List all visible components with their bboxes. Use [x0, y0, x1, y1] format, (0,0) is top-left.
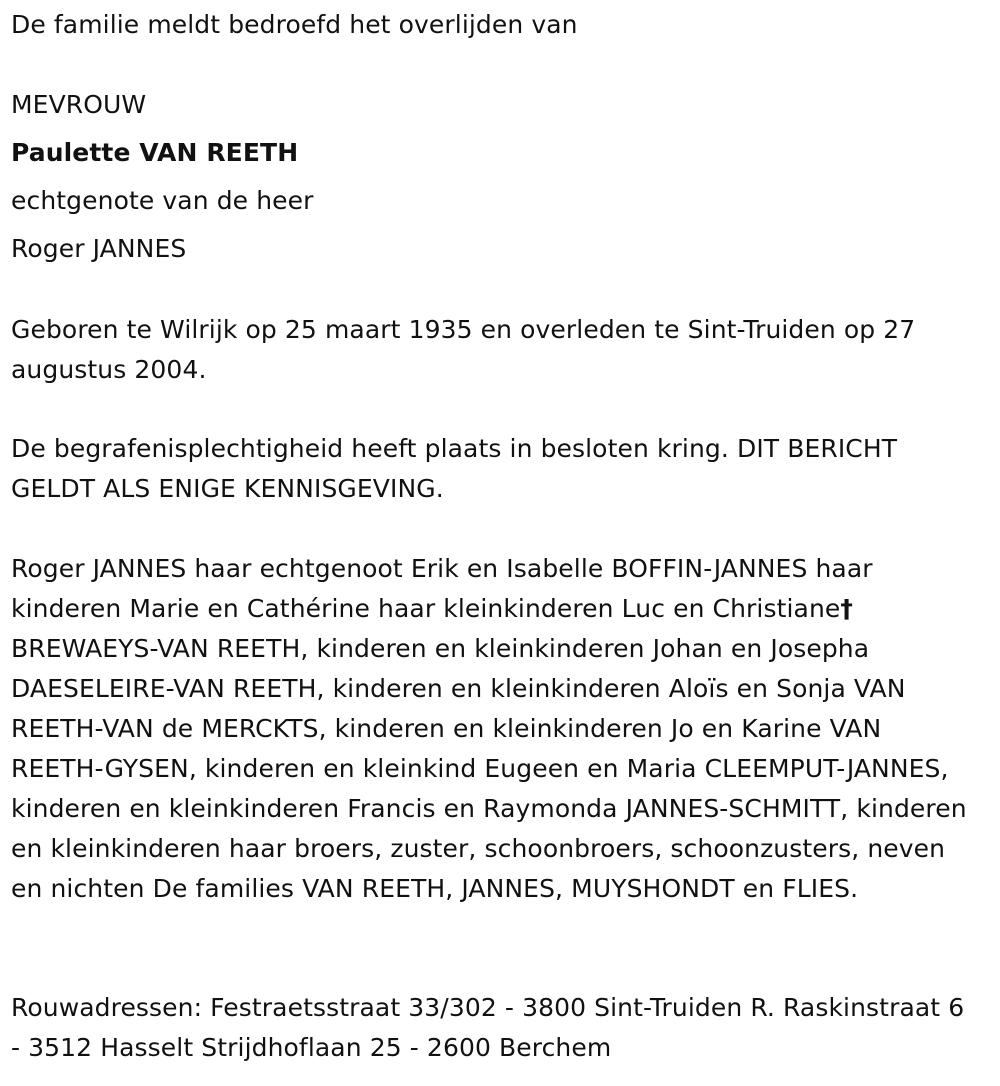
birth-death-text: Geboren te Wilrijk op 25 maart 1935 en overleden te Sint-Truiden op 27 augustus 2004. — [11, 315, 916, 384]
family-text-part1: Roger JANNES haar echtgenoot Erik en Isabelle BOFFIN-JANNES haar kinderen Marie en Cathérine haar kleinkinderen Luc en Christiane — [11, 554, 873, 623]
spouse-name: Roger JANNES — [11, 234, 187, 263]
family-text-part2: BREWAEYS-VAN REETH, kinderen en kleinkinderen Johan en Josepha DAESELEIRE-VAN REETH, kinderen en kleinkinderen Aloïs en Sonja VAN REETH-VAN de MERCKTS, kinderen en kleinkinderen Jo en Karine VAN REETH-GYSEN, kinderen en kleinkind Eugeen en Maria CLEEMPUT-JANNES, kinderen en kleinkinderen Francis en Raymonda JANNES-SCHMITT, kinderen en kleinkinderen haar broers, zuster, schoonbroers, schoonzusters, neven en nichten De families VAN REETH, JANNES, MUYSHONDT en FLIES. — [11, 634, 967, 903]
cross-icon: † — [840, 594, 854, 623]
family-list — [11, 549, 976, 909]
honorific: MEVROUW — [11, 90, 147, 119]
intro-text: De familie meldt bedroefd het overlijden van — [11, 10, 578, 39]
addresses-text: Rouwadressen: Festraetsstraat 33/302 - 3800 Sint-Truiden R. Raskinstraat 6 - 3512 Hasselt Strijdhoflaan 25 - 2600 Berchem — [11, 993, 965, 1062]
funeral-text: De begrafenisplechtigheid heeft plaats in besloten kring. DIT BERICHT GELDT ALS ENIGE KENNISGEVING. — [11, 434, 898, 503]
relation-text: echtgenote van de heer — [11, 186, 314, 215]
deceased-name: Paulette VAN REETH — [11, 138, 299, 167]
